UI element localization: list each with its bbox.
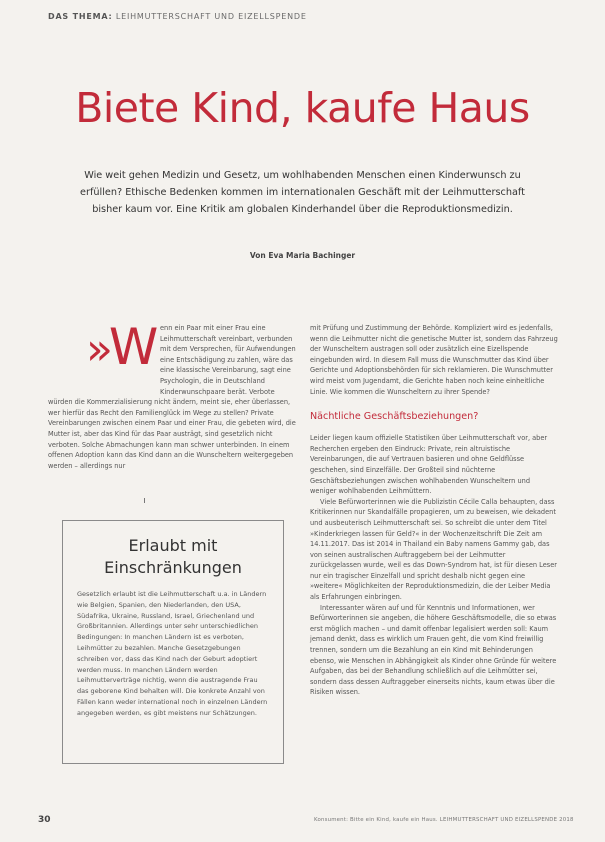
right-paragraph-3: Viele Befürworterinnen wie die Publizistin Cécile Calla behaupten, dass Kritikerinnen nur Skandalfälle propagieren, um zu beweisen, wie dekadent und ausbeuterisch Leihmutterschaft sei. So schreibt die unter dem Titel »Kinderkriegen lassen für Geld?« in der Wochenzeitschrift Die Zeit am 14.11.2017. Das ist 2014 in Thailand ein Baby namens Gammy gab, das von seinen australischen Auftraggebern bei der Leihmutter zurückgelassen wurde, weil es das Down-Syndrom hat, ist für diesen Leser nur ein tragischer Einzelfall und spricht deshalb nicht gegen eine »weitere« Möglichkeiten der Reproduktionsmedizin, die der Leiber Media als Erfahrungen einbringen. (310, 497, 557, 602)
section-subhead: Nächtliche Geschäftsbeziehungen? (310, 411, 479, 423)
info-box-title: Erlaubt mit Einschränkungen (104, 536, 242, 577)
dropcap (86, 318, 159, 376)
dropcap-letter: W (108, 318, 159, 376)
article-byline: Von Eva Maria Bachinger (249, 251, 356, 260)
right-paragraph-4: Interessanter wären auf und für Kenntnis und Informationen, wer Befürworterinnen sie angeben, die höhere Geschäftsmodelle, die so etwas erst möglich machen – und damit offenbar legalisiert werden soll: Kaum jemand denkt, dass es wirklich um Frauen geht, die vom Kind freiwillig trennen, sondern um die Bezahlung an ein Kind mit Behinderungen ebenso, wie Menschen in Abhängigkeit als Kinder ohne Gründe für weitere Aufgaben, das bei der Behandlung schließlich auf die Leihmütter sei, sondern dass dessen Auftraggeber einerseits nichts, kaum etwas über die Risiken wissen. (310, 603, 557, 697)
info-box-body: Gesetzlich erlaubt ist die Leihmutterschaft u.a. in Ländern wie Belgien, Spanien, den Niederlanden, den USA, Südafrika, Ukraine, Russland, Israel, Griechenland und Großbritannien. Allerdings unter sehr unterschiedlichen Bedingungen: In manchen Ländern ist es verboten, Leihmütter zu bezahlen. Manche Gesetzgebungen schreiben vor, dass das Kind nach der Geburt adoptiert werden muss. In manchen Ländern werden Leihmutterverträge nichtig, wenn die austragende Frau das geborene Kind behalten will. Die konkrete Anzahl von Fällen kann weder international noch in einzelnen Ländern angegeben werden, es gibt meistens nur Schätzungen. (77, 590, 268, 717)
kicker-label: DAS THEMA: (48, 12, 113, 21)
left-column-text: enn ein Paar mit einer Frau eine Leihmutterschaft vereinbart, verbunden mit dem Versprechen, für Aufwendungen eine Entschädigung zu zahlen, wäre das eine klassische Vereinbarung, sagt eine Psychologin, die in Deutschland Kinderwunschpaare berät. Verbote würden die Kommerzialisierung nicht ändern, meint sie, eher überlassen, wer hierfür das Recht den Familienglück im Wege zu stellen? Private Vereinbarungen zwischen einem Paar und einer Frau, die gebeten wird, die Mutter ist, aber das Kind für das Paar austrägt, sind gesetzlich nicht verboten. Solche Abmachungen kann man schwer unterbinden. In einem offenen Adoption kann das Kind dann an die Wunscheltern weitergegeben werden – allerdings nur (48, 324, 296, 470)
right-paragraph-2: Leider liegen kaum offizielle Statistiken über Leihmutterschaft vor, aber Recherchen ergeben den Eindruck: Private, rein altruistische Vereinbarungen, die auf Vertrauen basieren und ohne Geldflüsse geschehen, sind Einzelfälle. Der Großteil sind nüchterne Geschäftsbeziehungen zwischen wohlhabenden Wunscheltern und weniger wohlhabenden Leihmüttern. (310, 434, 548, 496)
article-headline: Biete Kind, kaufe Haus (75, 84, 530, 132)
dropcap-quote: » (86, 324, 107, 375)
right-column (310, 323, 558, 698)
info-box (62, 520, 284, 764)
divider-tick (144, 498, 145, 503)
dropcap-block (48, 318, 160, 387)
right-paragraph-1: mit Prüfung und Zustimmung der Behörde. Kompliziert wird es jedenfalls, wenn die Leihmutter nicht die genetische Mutter ist, sondern das Fahrzeug der Wunscheltern austragen soll oder zusätzlich eine Eizellspende eingebunden wird. In diesem Fall muss die Wunschmutter das Kind über Gerichte und Adoptionsbehörden für sich reklamieren. Die Wunschmutter wird meist vom Jugendamt, die Gerichte haben noch keine einheitliche Linie. Wie kommen die Wunscheltern zu ihrer Spende? (310, 324, 558, 396)
section-kicker (48, 12, 307, 21)
footer-line: Konsument: Bitte ein Kind, kaufe ein Haus. LEIHMUTTERSCHAFT UND EIZELLSPENDE 2018 (314, 817, 574, 823)
article-lead: Wie weit gehen Medizin und Gesetz, um wohlhabenden Menschen einen Kinderwunsch zu erfüllen? Ethische Bedenken kommen im internationalen Geschäft mit der Leihmutterschaft bisher kaum vor. Eine Kritik am globalen Kinderhandel über die Reproduktionsmedizin. (80, 170, 525, 215)
page-number: 30 (38, 815, 51, 825)
kicker-topic: LEIHMUTTERSCHAFT UND EIZELLSPENDE (115, 12, 307, 21)
left-column (48, 318, 300, 471)
